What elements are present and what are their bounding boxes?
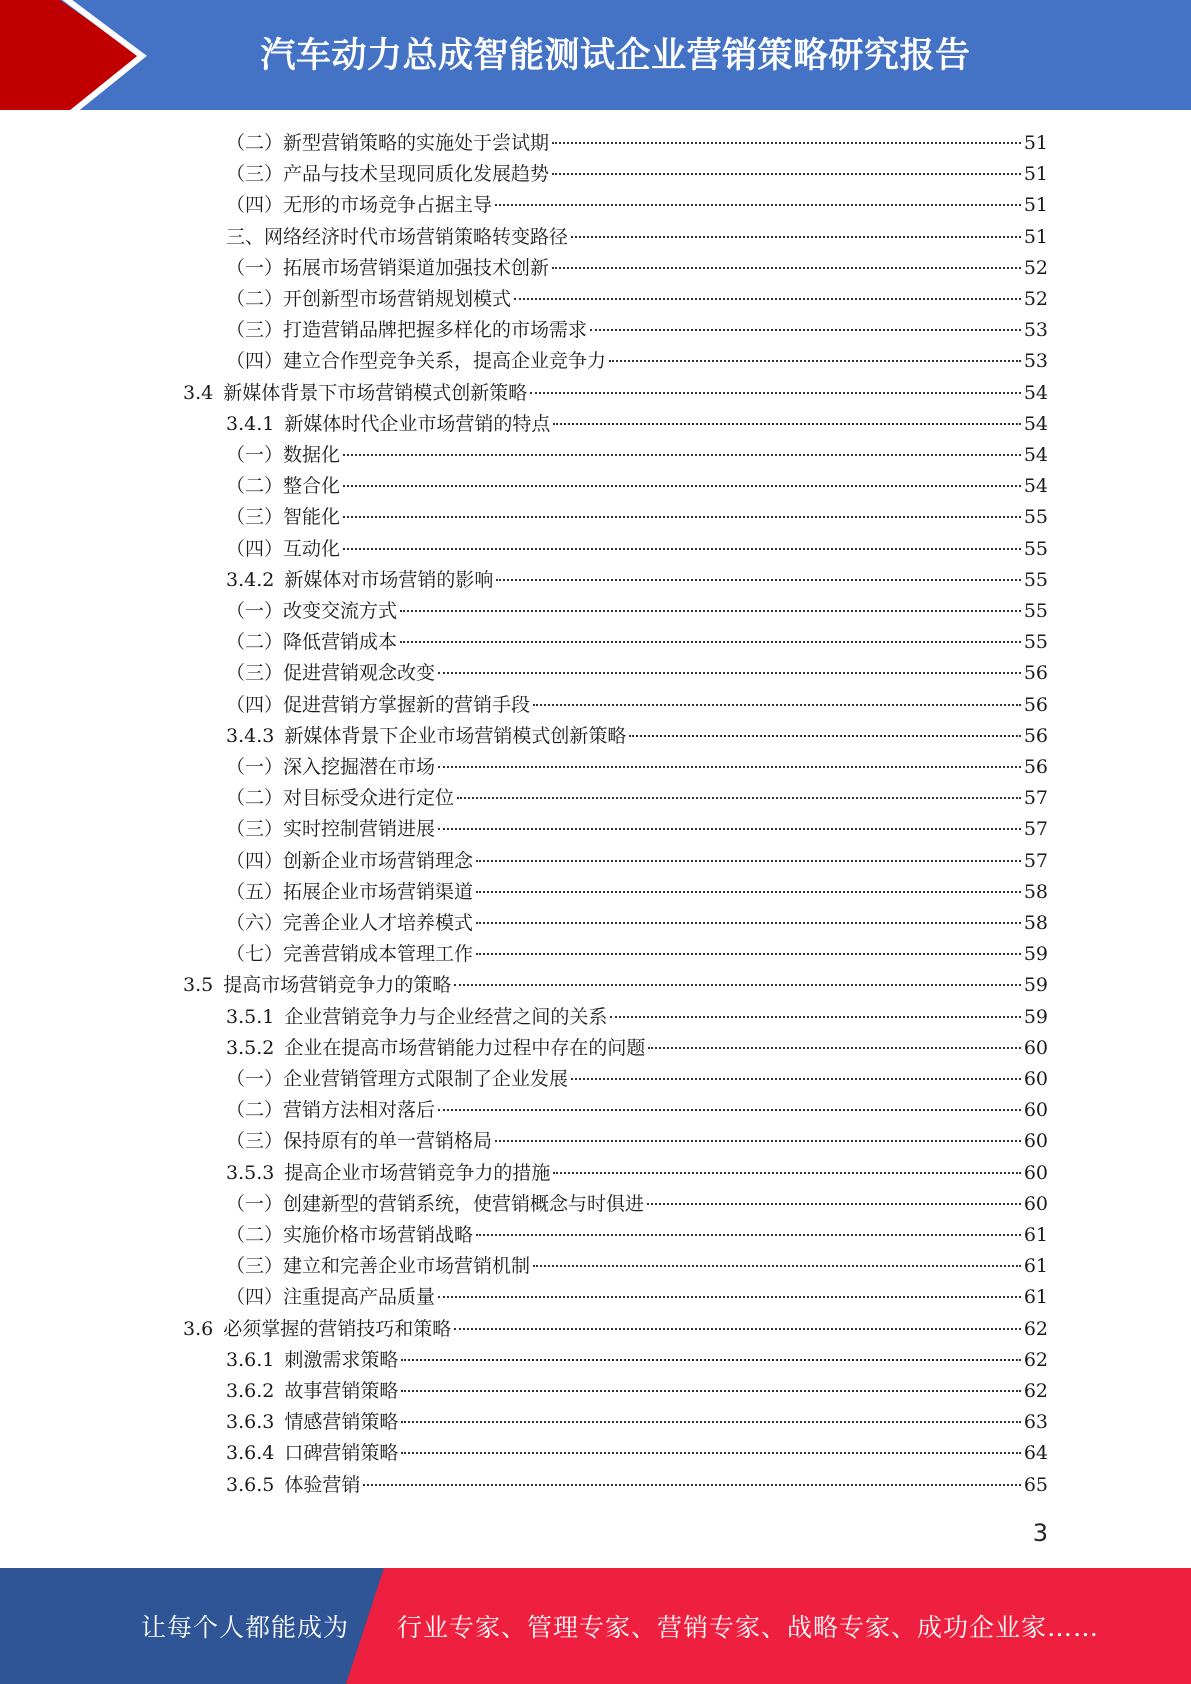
toc-entry-label: （一）数据化: [226, 444, 341, 466]
toc-page-number: 55: [1023, 600, 1048, 622]
toc-entry-label: 情感营销策略: [284, 1411, 399, 1433]
toc-entry-label: （五）拓展企业市场营销渠道: [226, 881, 474, 903]
toc-entry[interactable]: [226, 253, 1048, 284]
toc-entry-label: 体验营销: [284, 1474, 361, 1496]
toc-section-number: 3.6.3: [226, 1411, 275, 1433]
toc-entry-label: （二）对目标受众进行定位: [226, 787, 455, 809]
toc-page-number: 59: [1023, 974, 1048, 996]
toc-entry[interactable]: [226, 752, 1048, 783]
toc-page-number: 54: [1023, 475, 1048, 497]
toc-page-number: 62: [1023, 1318, 1048, 1340]
toc-page-number: 52: [1023, 257, 1048, 279]
toc-entry[interactable]: [226, 222, 1048, 253]
toc-page-number: 54: [1023, 444, 1048, 466]
toc-page-number: 53: [1023, 350, 1048, 372]
toc-dot-leader: [343, 516, 1021, 518]
toc-entry-label: （三）建立和完善企业市场营销机制: [226, 1255, 531, 1277]
toc-dot-leader: [648, 1047, 1020, 1049]
toc-entry[interactable]: [226, 315, 1048, 346]
toc-page-number: 57: [1023, 818, 1048, 840]
toc-entry-label: （一）企业营销管理方式限制了企业发展: [226, 1068, 569, 1090]
toc-entry[interactable]: [226, 409, 1048, 440]
toc-entry[interactable]: [226, 1251, 1048, 1282]
toc-page-number: 60: [1023, 1162, 1048, 1184]
toc-entry[interactable]: [226, 1407, 1048, 1438]
toc-page-number: 54: [1023, 413, 1048, 435]
toc-dot-leader: [476, 860, 1021, 862]
toc-dot-leader: [476, 1234, 1021, 1236]
toc-entry[interactable]: [183, 1314, 1048, 1345]
toc-entry[interactable]: [226, 658, 1048, 689]
toc-section-number: 3.6.2: [226, 1380, 275, 1402]
toc-dot-leader: [401, 1421, 1020, 1423]
toc-page-number: 56: [1023, 725, 1048, 747]
toc-dot-leader: [609, 360, 1021, 362]
toc-entry[interactable]: [226, 939, 1048, 970]
toc-dot-leader: [401, 1359, 1020, 1361]
toc-entry-label: （七）完善营销成本管理工作: [226, 943, 474, 965]
toc-entry[interactable]: [226, 690, 1048, 721]
toc-entry[interactable]: [226, 1189, 1048, 1220]
toc-entry[interactable]: [226, 596, 1048, 627]
toc-entry-label: 新媒体对市场营销的影响: [284, 569, 494, 591]
toc-page-number: 56: [1023, 662, 1048, 684]
report-title: 汽车动力总成智能测试企业营销策略研究报告: [260, 36, 971, 76]
toc-dot-leader: [343, 454, 1021, 456]
toc-entry-label: （四）促进营销方掌握新的营销手段: [226, 694, 531, 716]
toc-page-number: 57: [1023, 787, 1048, 809]
toc-dot-leader: [552, 142, 1021, 144]
toc-dot-leader: [553, 1172, 1020, 1174]
toc-page-number: 51: [1023, 132, 1048, 154]
toc-entry-label: （四）互动化: [226, 538, 341, 560]
toc-section-number: 3.4.2: [226, 569, 275, 591]
toc-section-number: 3.6.4: [226, 1442, 275, 1464]
toc-dot-leader: [590, 329, 1021, 331]
toc-page-number: 60: [1023, 1193, 1048, 1215]
toc-dot-leader: [476, 922, 1021, 924]
toc-page-number: 58: [1023, 881, 1048, 903]
toc-page-number: 60: [1023, 1130, 1048, 1152]
toc-entry-label: 提高企业市场营销竞争力的措施: [284, 1162, 551, 1184]
toc-entry-label: （三）产品与技术呈现同质化发展趋势: [226, 163, 550, 185]
toc-entry-label: 新媒体背景下市场营销模式创新策略: [223, 382, 528, 404]
toc-dot-leader: [438, 828, 1021, 830]
toc-entry[interactable]: [183, 378, 1048, 409]
toc-entry-label: （二）营销方法相对落后: [226, 1099, 436, 1121]
toc-entry-label: （三）智能化: [226, 506, 341, 528]
toc-entry-label: （一）拓展市场营销渠道加强技术创新: [226, 257, 550, 279]
toc-entry[interactable]: [226, 1095, 1048, 1126]
toc-dot-leader: [647, 1203, 1021, 1205]
toc-section-number: 3.4: [183, 382, 214, 404]
toc-entry[interactable]: [226, 1470, 1048, 1501]
toc-entry-label: 提高市场营销竞争力的策略: [223, 974, 452, 996]
toc-dot-leader: [533, 704, 1021, 706]
toc-page-number: 56: [1023, 756, 1048, 778]
toc-page-number: 62: [1023, 1349, 1048, 1371]
toc-entry-label: （一）创建新型的营销系统，使营销概念与时俱进: [226, 1193, 645, 1215]
toc-dot-leader: [454, 1328, 1021, 1330]
toc-entry-label: 企业营销竞争力与企业经营之间的关系: [284, 1006, 608, 1028]
toc-entry[interactable]: [226, 471, 1048, 502]
toc-dot-leader: [343, 548, 1021, 550]
toc-entry-label: 必须掌握的营销技巧和策略: [223, 1318, 452, 1340]
toc-entry-label: （一）深入挖掘潜在市场: [226, 756, 436, 778]
toc-page-number: 52: [1023, 288, 1048, 310]
toc-page-number: 60: [1023, 1037, 1048, 1059]
toc-dot-leader: [454, 984, 1021, 986]
toc-entry-label: （三）打造营销品牌把握多样化的市场需求: [226, 319, 588, 341]
toc-dot-leader: [438, 1296, 1021, 1298]
toc-dot-leader: [552, 173, 1021, 175]
toc-page-number: 62: [1023, 1380, 1048, 1402]
toc-dot-leader: [629, 735, 1020, 737]
toc-dot-leader: [495, 204, 1021, 206]
toc-entry[interactable]: [226, 1033, 1048, 1064]
toc-section-number: 3.6.5: [226, 1474, 275, 1496]
toc-page-number: 54: [1023, 382, 1048, 404]
toc-page-number: 63: [1023, 1411, 1048, 1433]
toc-entry-label: 刺激需求策略: [284, 1349, 399, 1371]
toc-page-number: 55: [1023, 538, 1048, 560]
toc-page-number: 59: [1023, 943, 1048, 965]
toc-section-number: 3.5.3: [226, 1162, 275, 1184]
toc-dot-leader: [476, 953, 1021, 955]
toc-entry-label: （二）开创新型市场营销规划模式: [226, 288, 512, 310]
toc-dot-leader: [438, 766, 1021, 768]
toc-dot-leader: [457, 797, 1021, 799]
toc-entry-label: 企业在提高市场营销能力过程中存在的问题: [284, 1037, 646, 1059]
toc-page-number: 65: [1023, 1474, 1048, 1496]
toc-entry-label: （六）完善企业人才培养模式: [226, 912, 474, 934]
toc-dot-leader: [363, 1484, 1020, 1486]
toc-section-number: 3.5: [183, 974, 214, 996]
toc-section-number: 3.6.1: [226, 1349, 275, 1371]
toc-entry-label: （三）促进营销观念改变: [226, 662, 436, 684]
toc-page-number: 57: [1023, 850, 1048, 872]
toc-entry-label: （二）降低营销成本: [226, 631, 398, 653]
toc-entry[interactable]: [226, 284, 1048, 315]
toc-entry[interactable]: [226, 1438, 1048, 1469]
toc-entry-label: 三、网络经济时代市场营销策略转变路径: [226, 226, 569, 248]
toc-entry-label: （二）整合化: [226, 475, 341, 497]
toc-entry[interactable]: [226, 1158, 1048, 1189]
toc-entry-label: （一）改变交流方式: [226, 600, 398, 622]
toc-entry[interactable]: [226, 440, 1048, 471]
toc-dot-leader: [438, 1109, 1021, 1111]
toc-entry[interactable]: [226, 721, 1048, 752]
toc-entry[interactable]: [226, 190, 1048, 221]
footer-slogan-left: 让每个人都能成为: [141, 1613, 350, 1642]
toc-page-number: 59: [1023, 1006, 1048, 1028]
header-banner: [0, 0, 1191, 110]
toc-entry-label: （三）实时控制营销进展: [226, 818, 436, 840]
toc-dot-leader: [400, 610, 1021, 612]
toc-page-number: 51: [1023, 226, 1048, 248]
toc-dot-leader: [495, 1140, 1021, 1142]
toc-entry-label: （四）建立合作型竞争关系，提高企业竞争力: [226, 350, 607, 372]
toc-section-number: 3.4.3: [226, 725, 275, 747]
toc-entry[interactable]: [226, 534, 1048, 565]
page-number: 3: [1032, 1519, 1048, 1547]
toc-section-number: 3.4.1: [226, 413, 275, 435]
toc-entry-label: 新媒体背景下企业市场营销模式创新策略: [284, 725, 627, 747]
toc-dot-leader: [400, 641, 1021, 643]
toc-section-number: 3.5.1: [226, 1006, 275, 1028]
toc-entry-label: （二）实施价格市场营销战略: [226, 1224, 474, 1246]
toc-dot-leader: [401, 1390, 1020, 1392]
toc-section-number: 3.5.2: [226, 1037, 275, 1059]
toc-dot-leader: [553, 423, 1020, 425]
toc-entry[interactable]: [226, 1376, 1048, 1407]
toc-page-number: 60: [1023, 1068, 1048, 1090]
toc-page-number: 51: [1023, 194, 1048, 216]
toc-dot-leader: [571, 1078, 1021, 1080]
toc-entry[interactable]: [226, 128, 1048, 159]
toc-page-number: 55: [1023, 631, 1048, 653]
toc-entry[interactable]: [226, 1126, 1048, 1157]
toc-entry[interactable]: [226, 346, 1048, 377]
toc-entry[interactable]: [226, 908, 1048, 939]
toc-entry[interactable]: [226, 1002, 1048, 1033]
toc-page-number: 56: [1023, 694, 1048, 716]
footer-banner: [0, 1568, 1191, 1684]
toc-dot-leader: [552, 267, 1021, 269]
toc-page-number: 55: [1023, 569, 1048, 591]
toc-dot-leader: [496, 579, 1020, 581]
toc-entry[interactable]: [226, 627, 1048, 658]
toc-dot-leader: [438, 672, 1021, 674]
toc-dot-leader: [343, 485, 1021, 487]
toc-page-number: 61: [1023, 1224, 1048, 1246]
toc-entry[interactable]: [183, 970, 1048, 1001]
toc-entry[interactable]: [226, 502, 1048, 533]
toc-entry[interactable]: [226, 1345, 1048, 1376]
toc-dot-leader: [514, 298, 1021, 300]
toc-page-number: 61: [1023, 1286, 1048, 1308]
toc-entry[interactable]: [226, 159, 1048, 190]
toc-dot-leader: [401, 1452, 1020, 1454]
toc-entry[interactable]: [226, 783, 1048, 814]
toc-dot-leader: [571, 236, 1021, 238]
toc-entry-label: 故事营销策略: [284, 1380, 399, 1402]
toc-page-number: 61: [1023, 1255, 1048, 1277]
toc-section-number: 3.6: [183, 1318, 214, 1340]
toc-entry-label: （二）新型营销策略的实施处于尝试期: [226, 132, 550, 154]
toc-entry-label: 新媒体时代企业市场营销的特点: [284, 413, 551, 435]
toc-dot-leader: [610, 1016, 1020, 1018]
toc-page-number: 51: [1023, 163, 1048, 185]
toc-dot-leader: [533, 1265, 1021, 1267]
toc-dot-leader: [476, 891, 1021, 893]
toc-entry[interactable]: [226, 1220, 1048, 1251]
toc-page-number: 53: [1023, 319, 1048, 341]
toc-entry[interactable]: [226, 846, 1048, 877]
toc-entry[interactable]: [226, 1282, 1048, 1313]
toc-entry[interactable]: [226, 565, 1048, 596]
toc-entry-label: （四）注重提高产品质量: [226, 1286, 436, 1308]
toc-entry-label: （四）创新企业市场营销理念: [226, 850, 474, 872]
toc-page-number: 64: [1023, 1442, 1048, 1464]
toc-page-number: 60: [1023, 1099, 1048, 1121]
toc-dot-leader: [530, 392, 1021, 394]
toc-entry-label: （四）无形的市场竞争占据主导: [226, 194, 493, 216]
toc-page-number: 58: [1023, 912, 1048, 934]
toc-entry[interactable]: [226, 1064, 1048, 1095]
toc-entry-label: （三）保持原有的单一营销格局: [226, 1130, 493, 1152]
toc-page-number: 55: [1023, 506, 1048, 528]
toc-entry[interactable]: [226, 814, 1048, 845]
toc-entry[interactable]: [226, 877, 1048, 908]
toc-entry-label: 口碑营销策略: [284, 1442, 399, 1464]
footer-slogan-right: 行业专家、管理专家、营销专家、战略专家、成功企业家……: [397, 1613, 1100, 1642]
